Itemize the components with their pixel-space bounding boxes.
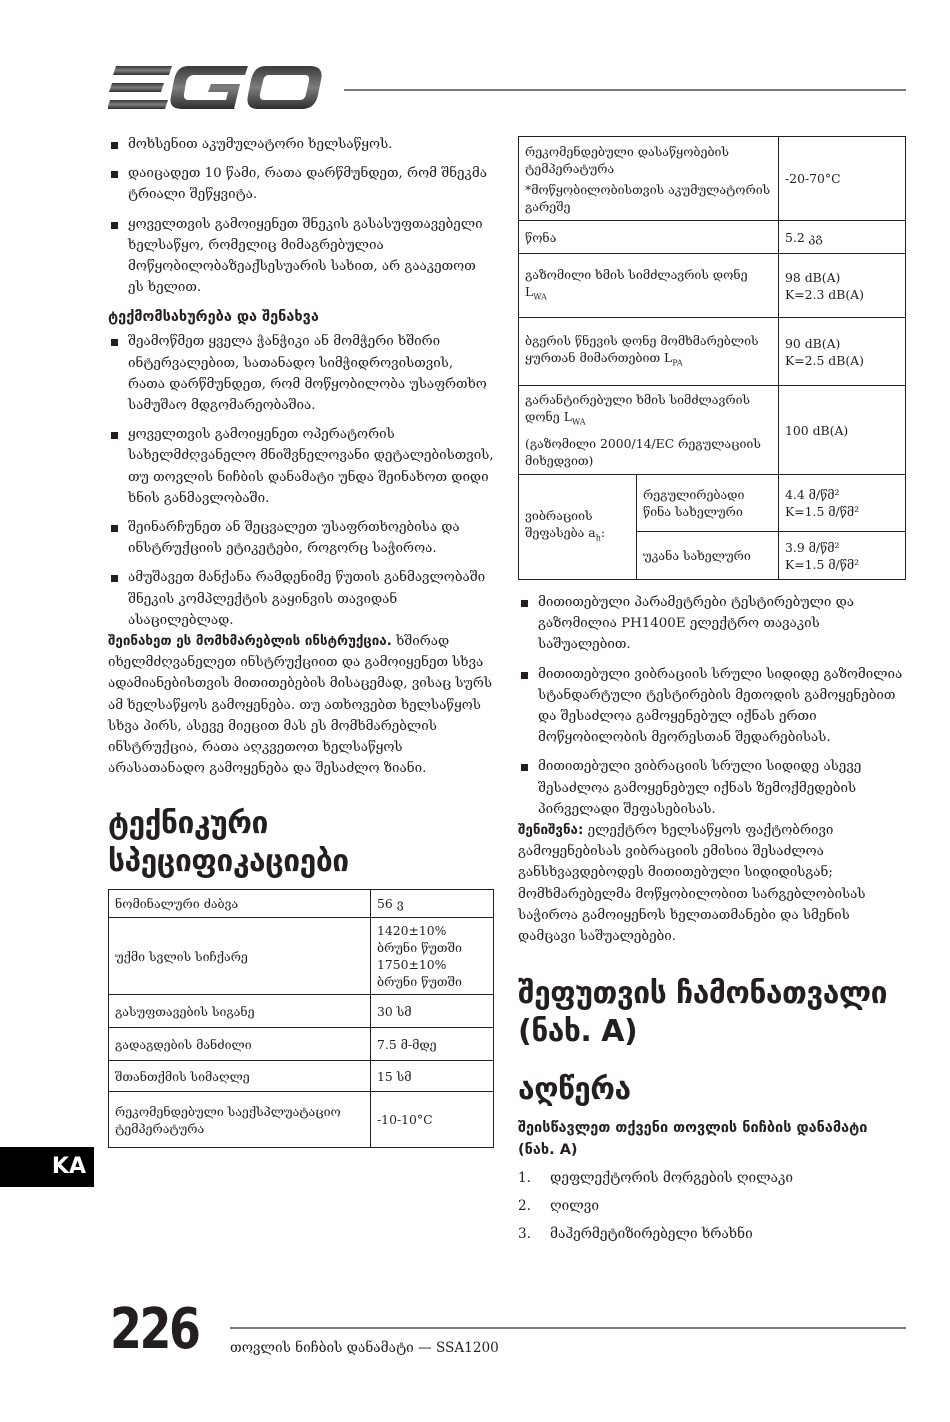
spec-label: ნომინალური ძაბვა (109, 890, 371, 918)
note-label: შენიშვნა: (518, 823, 584, 839)
list-item (518, 1223, 906, 1245)
vibration-front-uncertainty: K=1.5 მ/წმ² (785, 504, 860, 519)
ego-logo (108, 62, 324, 114)
guaranteed-label: გარანტირებული ხმის სიმძლავრის დონე L (525, 392, 751, 425)
list-item (518, 1195, 906, 1217)
maintenance-list (108, 331, 494, 631)
right-column (518, 136, 906, 1251)
left-column (108, 134, 494, 1148)
save-instructions-text: ხშირად იხელმძღვანელეთ ინსტრუქციით და გამოიყენეთ სხვა ადამიანებისთვის მითითებების მისაცემად, ვისაც სურს ამ ხელსაწყოს გამოყენება. თუ ათხოვებთ ხელსაწყოს სხვა პირს, ასევე მიეცით მას ეს მომხმარებლის ინსტრუქცია, რათა აღკვეთოთ ხელსაწყოს არასათანადო გამოყენება და შესაძლო ზიანი. (108, 634, 493, 777)
list-item: ყოველთვის გამოიყენეთ ოპერატორის სახელმძღვანელო მნიშვნელოვანი დეტალებისთვის, თუ თოვლის ნიჩბის დანამატი უნდა შეინახოთ დიდი ხნის განმავლობაში. (108, 424, 494, 509)
spec-value: 1420±10% ბრუნი წუთში 1750±10% ბრუნი წუთში (371, 918, 494, 995)
vibration-label: ვიბრაციის შეფასება a (525, 508, 596, 541)
lwa-uncertainty: K=2.3 dB(A) (785, 286, 864, 302)
spec-label (519, 254, 779, 318)
vibration-sub: h (595, 533, 601, 543)
spec-table-continued (518, 136, 906, 580)
lwa-sub: WA (533, 292, 547, 302)
table-row (109, 918, 494, 995)
vibration-rear-label: უკანა სახელური (637, 532, 779, 580)
header-rule (344, 89, 906, 91)
storage-temp-label: რეკომენდებული დასაწყობების ტემპერატურა (525, 143, 729, 176)
list-item: შეინარჩუნეთ ან შეცვალეთ უსაფრთხოებისა და ინსტრუქციის ეტიკეტები, როგორც საჭიროა. (108, 517, 494, 559)
spec-value: 7.5 მ-მდე (371, 1028, 494, 1061)
spec-label: გადაგდების მანძილი (109, 1028, 371, 1061)
guaranteed-note: (გაზომილი 2000/14/EC რეგულაციის მიხედვით) (525, 435, 761, 468)
spec-table (108, 889, 494, 1148)
guaranteed-sub: WA (571, 417, 586, 427)
language-tab: KA (0, 1147, 94, 1187)
spec-value (779, 318, 906, 386)
table-row (519, 318, 906, 386)
table-row (519, 221, 906, 254)
lpa-value: 90 dB(A) (785, 335, 841, 351)
table-row (109, 1061, 494, 1092)
table-row (109, 1092, 494, 1148)
spec-value: 15 სმ (371, 1061, 494, 1092)
description-subheading: შეისწავლეთ თქვენი თოვლის ნიჩბის დანამატი (ნახ. A) (518, 1120, 868, 1159)
removal-steps-list (108, 134, 494, 298)
spec-label (519, 137, 779, 221)
measurement-notes-list (518, 592, 906, 820)
storage-temp-note: *მოწყობილობისთვის აკუმულატორის გარეშე (525, 181, 771, 214)
table-row (109, 890, 494, 918)
description-heading: აღწერა (518, 1072, 631, 1108)
list-item: მითითებული ვიბრაციის სრული სიდიდე გაზომილია სტანდარტული ტესტირების მეთოდის გამოყენებით და შესაძლოა გამოყენებულ იქნას ერთი მოწყობილობის მეორესთან შედარებისას. (518, 664, 906, 749)
table-row (109, 995, 494, 1028)
footer-title: თოვლის ნიჩბის დანამატი — SSA1200 (230, 1340, 499, 1356)
part-number: 2. (518, 1198, 531, 1215)
spec-value: -10-10°C (371, 1092, 494, 1148)
spec-value: -20-70°C (779, 137, 906, 221)
list-item: ამუშავეთ მანქანა რამდენიმე წუთის განმავლობაში შნეკის კომპლექტის გაყინვის თავიდან ასაცილებლად. (108, 567, 494, 631)
list-item: მოხსენით აკუმულატორი ხელსაწყოს. (108, 134, 494, 155)
list-item: დაიცადეთ 10 წამი, რათა დარწმუნდეთ, რომ შნეკმა ტრიალი შეწყვიტა. (108, 163, 494, 205)
spec-label (519, 475, 637, 580)
vibration-suffix: : (600, 525, 606, 541)
spec-value (779, 532, 906, 580)
vibration-rear-uncertainty: K=1.5 მ/წმ² (785, 556, 860, 572)
parts-list (518, 1167, 906, 1245)
packing-list-heading: შეფუთვის ჩამონათვალი (ნახ. A) (518, 976, 887, 1050)
table-row (519, 475, 906, 532)
lpa-uncertainty: K=2.5 dB(A) (785, 352, 864, 368)
part-label: ღილვი (550, 1198, 599, 1215)
spec-value: 100 dB(A) (779, 386, 906, 475)
part-label: მაჰერმეტიზირებელი ხრახნი (550, 1226, 753, 1243)
spec-label: გასუფთავების სიგანე (109, 995, 371, 1028)
vibration-front-value: 4.4 მ/წმ² (785, 487, 840, 502)
list-item: მითითებული ვიბრაციის სრული სიდიდე ასევე შესაძლოა გამოყენებულ იქნას ზემოქმედების პირველადი შეფასებისას. (518, 756, 906, 820)
spec-value (779, 254, 906, 318)
maintenance-heading: ტექმომსახურება და შენახვა (108, 309, 319, 326)
spec-label (519, 386, 779, 475)
part-number: 3. (518, 1226, 531, 1243)
lpa-label: ბგერის წნევის დონე მომხმარებლის ყურთან მიმართებით L (525, 332, 759, 365)
table-row (519, 137, 906, 221)
spec-value: 5.2 კგ (779, 221, 906, 254)
table-row (519, 386, 906, 475)
note-paragraph (518, 820, 906, 947)
lpa-sub: PA (672, 358, 683, 368)
spec-label: შთანთქმის სიმაღლე (109, 1061, 371, 1092)
spec-value: 56 ვ (371, 890, 494, 918)
spec-label: უქმი სვლის სიჩქარე (109, 918, 371, 995)
note-text: ელექტრო ხელსაწყოს ფაქტობრივი გამოყენებისას ვიბრაციის ემისია შესაძლოა განსხვავდებოდეს მითითებული სიდიდისგან; მომხმარებელმა მოწყობილობით სარგებლობისას საჭიროა გამოიყენოს ხელთათმანები და სმენის დამცავი საშუალებები. (518, 823, 866, 945)
list-item: ყოველთვის გამოიყენეთ შნეკის გასასუფთავებელი ხელსაწყო, რომელიც მიმაგრებულია მოწყობილობაზეაქსესუარის სახით, არ გააკეთოთ ეს ხელით. (108, 214, 494, 299)
vibration-rear-value: 3.9 მ/წმ² (785, 539, 840, 555)
footer-rule (230, 1327, 906, 1329)
list-item (518, 1167, 906, 1189)
lwa-value: 98 dB(A) (785, 269, 841, 285)
spec-label: წონა (519, 221, 779, 254)
save-instructions-bold: შეინახეთ ეს მომხმარებლის ინსტრუქცია. (108, 634, 392, 650)
table-row (109, 1028, 494, 1061)
part-label: დეფლექტორის მორგების ღილაკი (550, 1170, 793, 1187)
spec-label (519, 318, 779, 386)
list-item: მითითებული პარამეტრები ტესტირებული და გაზომილია PH1400E ელექტრო თავაკის საშუალებით. (518, 592, 906, 656)
table-row (519, 254, 906, 318)
spec-value: 30 სმ (371, 995, 494, 1028)
page-number: 226 (110, 1297, 199, 1362)
spec-value (779, 475, 906, 532)
lwa-label: გაზომილი ხმის სიმძლავრის დონე L (525, 266, 748, 299)
part-number: 1. (518, 1170, 531, 1187)
spec-label: რეკომენდებული საექსპლუატაციო ტემპერატურა (109, 1092, 371, 1148)
list-item: შეამოწმეთ ყველა ჭანჭიკი ან მომჭერი ხშირი ინტერვალებით, სათანადო სიმჭიდროვისთვის, რათა დარწმუნდეთ, რომ მოწყობილობა უსაფრთხო სამუშაო მდგომარეობაშია. (108, 331, 494, 416)
save-instructions-paragraph (108, 631, 494, 779)
spec-heading: ტექნიკური სპეციფიკაციები (108, 806, 349, 880)
vibration-front-label: რეგულირებადი წინა სახელური (637, 475, 779, 532)
